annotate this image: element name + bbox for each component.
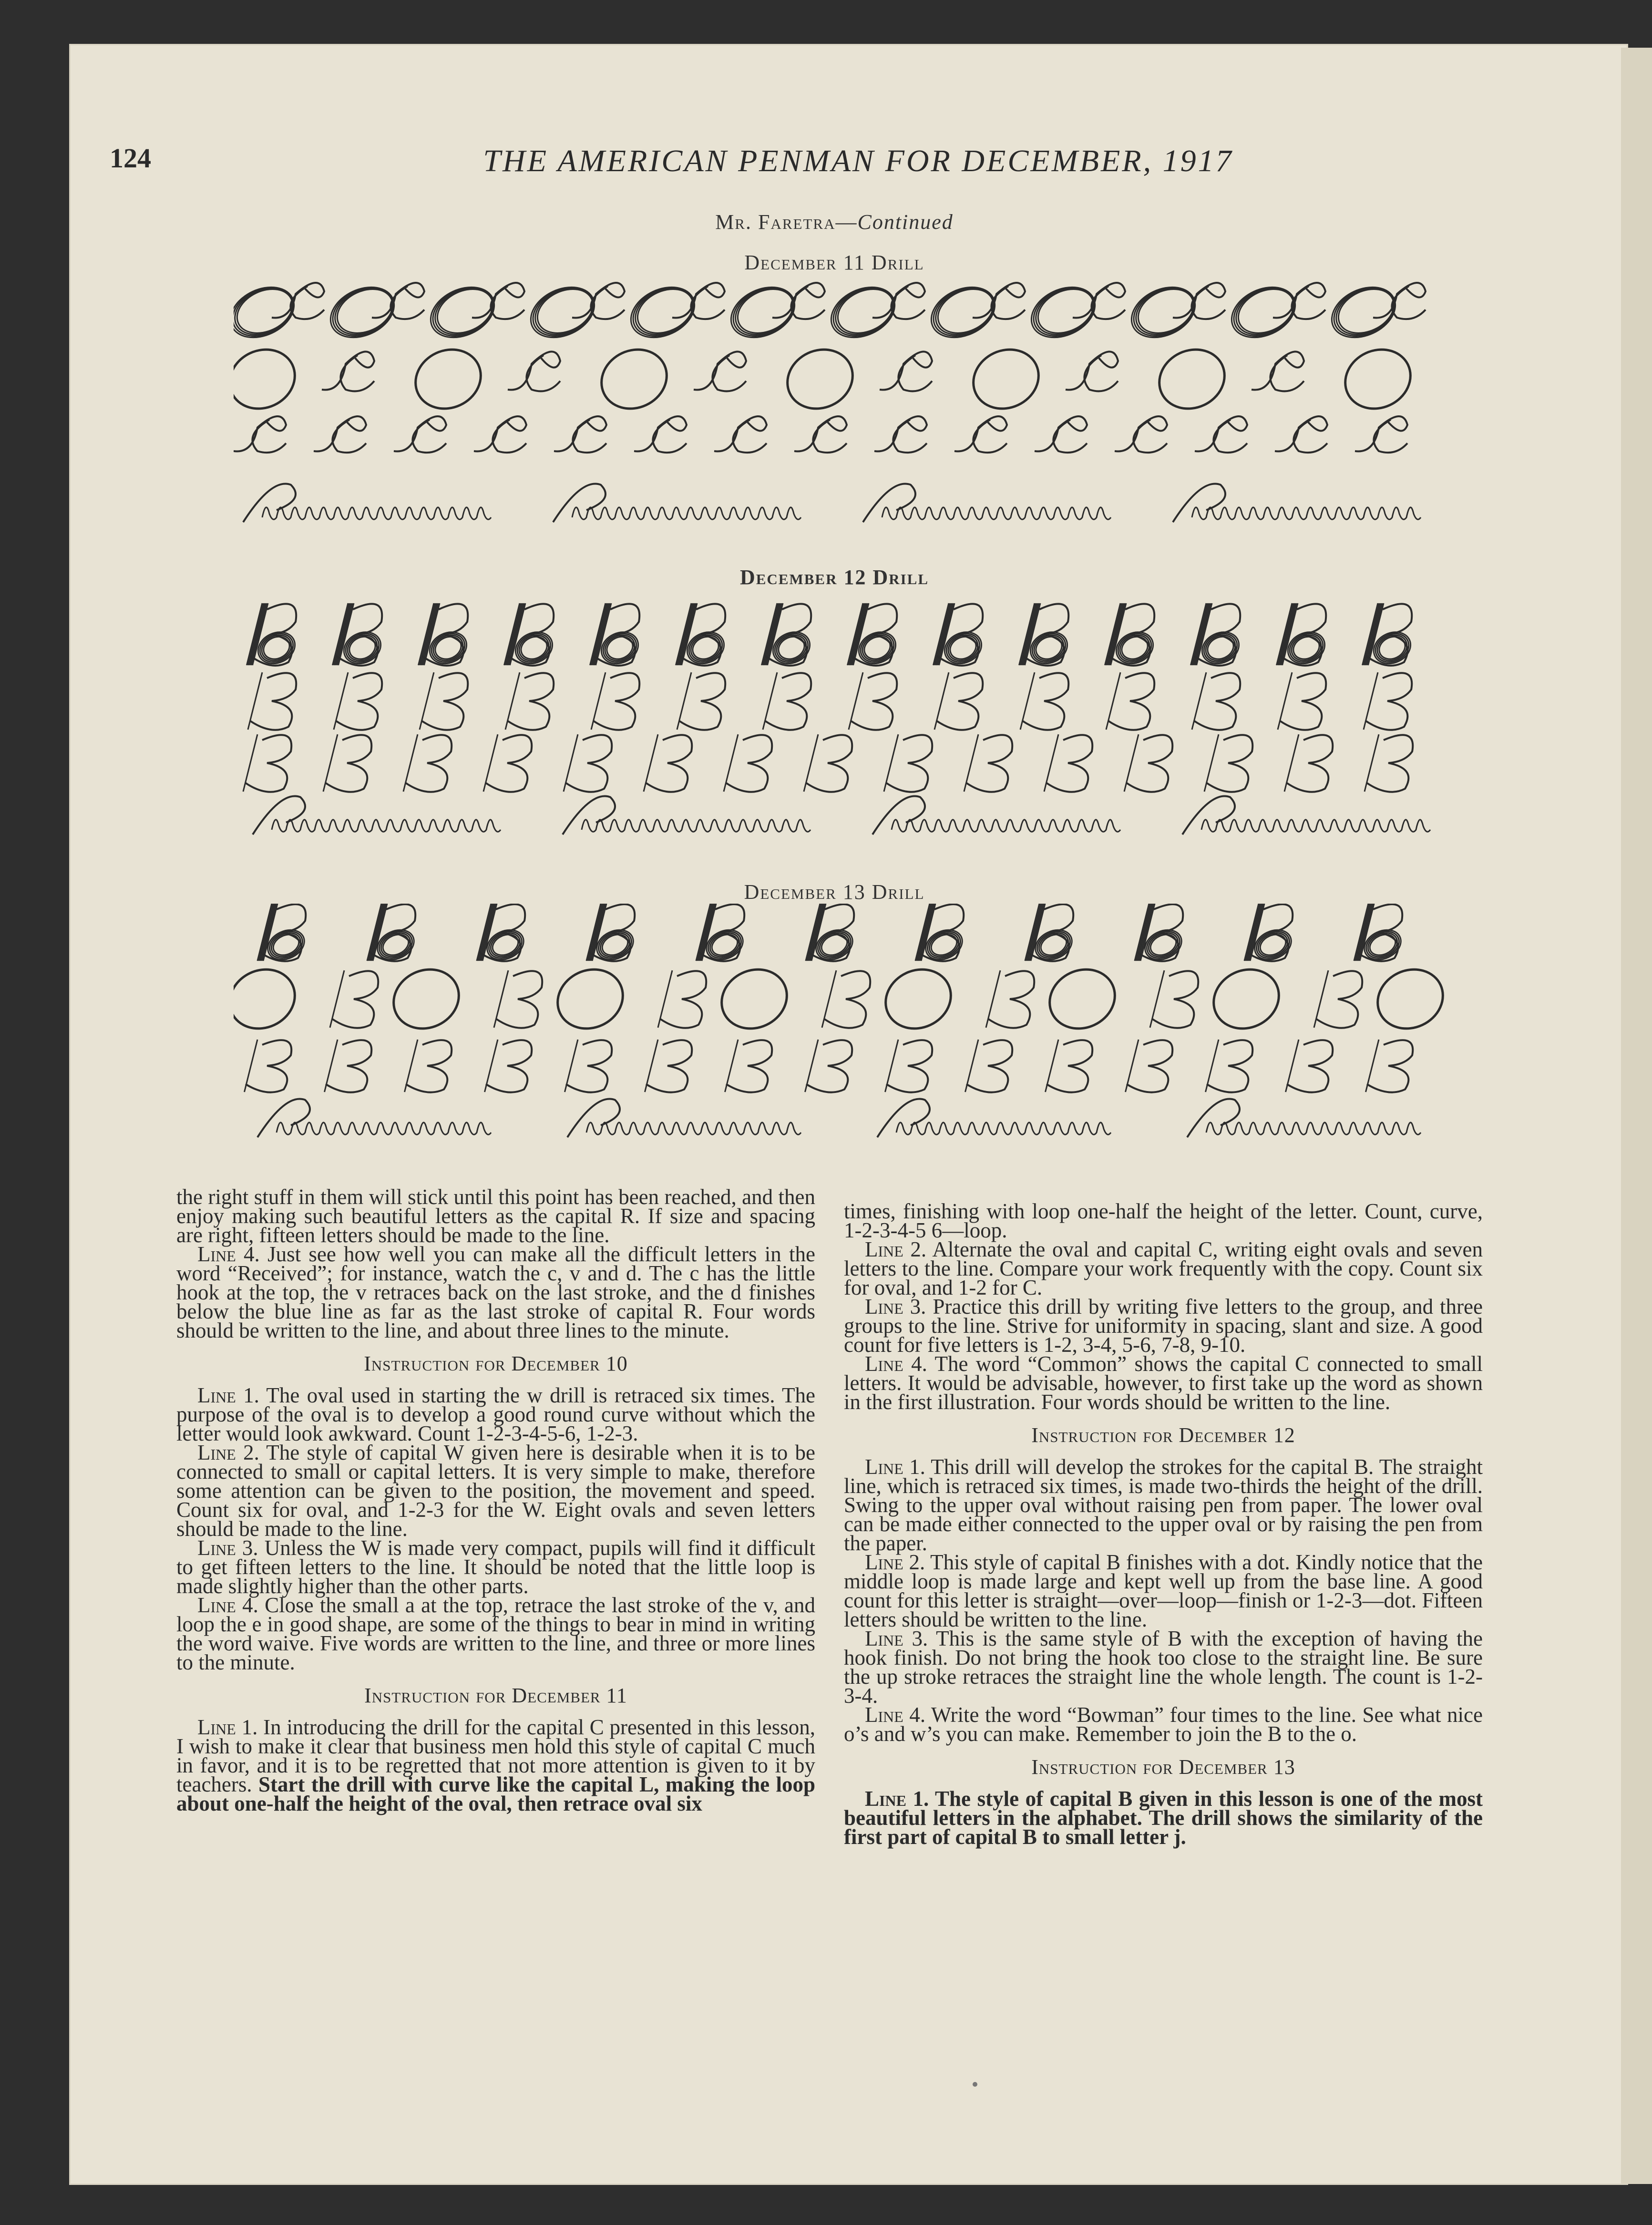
drill-line-capital-c — [234, 416, 1407, 453]
text-column-right — [844, 1199, 1483, 1849]
instruction-heading-dec12: Instruction for December 12 — [1031, 1423, 1295, 1447]
paragraph: Line 3. This is the same style of B with the exception of having the hook finish. Do not bring the hook too close to the straight line. Be sure the up stroke retraces the straight line the whole length. The count is 1-2-3-4. — [844, 1627, 1483, 1708]
drill-line-capital-b-13 — [245, 1040, 1413, 1092]
drill-dec13-image — [234, 904, 1468, 1171]
paragraph: Line 4. Close the small a at the top, retrace the last stroke of the v, and loop the e in good shape, are some of the things to bear in mind in writing the word waive. Five words are written to the line, and three or more lines to the minute. — [176, 1593, 815, 1674]
page-number: 124 — [110, 143, 151, 174]
paragraph: Line 4. The word “Common” shows the capital C connected to small letters. It would be advisable, however, to first take up the word as shown in the first illustration. Four words should be written to the line. — [844, 1352, 1483, 1414]
print-speck — [973, 2082, 977, 2087]
paragraph: Line 4. Just see how well you can make all the difficult letters in the word “Received”; for instance, watch the c, v and d. The c has the little hook at the top, the v retraces back on the last stroke, and the d finishes below the blue line as far as the last stroke of capital R. Four words should be written to the line, and about three lines to the minute. — [176, 1242, 815, 1342]
paragraph: Line 1. This drill will develop the strokes for the capital B. The straight line, which is retraced six times, is made two-thirds the height of the drill. Swing to the upper oval without raising pen from paper. The lower oval can be made either connected to the upper oval or by raising the pen from the paper. — [844, 1455, 1483, 1555]
instruction-heading-dec10: Instruction for December 10 — [364, 1352, 628, 1375]
paragraph: Line 2. Alternate the oval and capital C, writing eight ovals and seven letters to the line. Compare your work frequently with the copy. Count six for oval, and 1-2 for C. — [844, 1237, 1483, 1299]
text-column-left — [176, 1187, 815, 1813]
facing-page-edge — [1621, 48, 1652, 2184]
paragraph: Line 2. This style of capital B finishes with a dot. Kindly notice that the middle loop is made large and kept well up from the base line. A good count for this letter is straight—over—loop—finish or 1-2-3—dot. Fifteen letters should be written to the line. — [844, 1550, 1483, 1631]
drill-caption-dec12: December 12 Drill — [739, 566, 929, 589]
paragraph: Line 3. Practice this drill by writing five letters to the group, and three groups to the line. Strive for uniformity in spacing, slant and size. A good count for five letters is 1-2, 3-4, 5-6, 7-8, 9-10. — [844, 1295, 1483, 1357]
drill-dec13 — [234, 904, 1468, 1171]
drill-line-retraced-b-13 — [257, 904, 1406, 965]
running-title: THE AMERICAN PENMAN FOR DECEMBER, 1917 — [483, 144, 1233, 178]
drill-line-oval-and-c — [234, 339, 1420, 419]
drill-line-retraced-oval-c — [234, 278, 1426, 347]
drill-dec11 — [234, 274, 1468, 551]
section-author: Mr. Faretra— — [715, 210, 858, 234]
drill-line-word-bowman — [253, 796, 1430, 834]
instruction-heading-dec11: Instruction for December 11 — [364, 1684, 627, 1707]
drill-dec12-image — [234, 596, 1468, 863]
paragraph: the right stuff in them will stick until this point has been reached, and then enjoy making such beautiful letters as the capital R. If size and spacing are right, fifteen letters should be made to the line. — [176, 1185, 815, 1247]
drill-line-word-business — [257, 1099, 1421, 1137]
paragraph: Line 1. The oval used in starting the w drill is retraced six times. The purpose of the oval is to develop a good round curve without which the letter would look awkward. Count 1-2-3-4-5-6, 1-2-3. — [176, 1383, 815, 1445]
instruction-heading-dec13: Instruction for December 13 — [1031, 1755, 1295, 1779]
drill-caption-dec11: December 11 Drill — [744, 251, 924, 274]
drill-dec11-image — [234, 274, 1468, 551]
paragraph: times, finishing with loop one-half the height of the letter. Count, curve, 1-2-3-4-5 6—loop. — [844, 1199, 1483, 1242]
drill-line-retraced-b — [247, 603, 1416, 670]
drill-dec12 — [234, 596, 1468, 863]
paragraph: Line 1. In introducing the drill for the capital C presented in this lesson, I wish to make it clear that business men hold this style of capital C much in favor, and it is to be regretted that not more attention is given to it by teachers. Start the drill with curve like the capital L, making the loop about one-half the height of the oval, then retrace oval six — [176, 1715, 815, 1815]
drill-line-capital-b-dot — [248, 672, 1412, 730]
drill-caption-dec13: December 13 Drill — [744, 880, 925, 904]
section-continued: Continued — [857, 210, 954, 234]
drill-line-capital-b-hook — [243, 734, 1413, 792]
drill-line-oval-and-b — [234, 959, 1453, 1039]
section-caption — [119, 210, 1549, 234]
drill-line-word-common — [243, 484, 1421, 522]
paragraph: Line 3. Unless the W is made very compact, pupils will find it difficult to get fifteen letters to the line. It should be noted that the little loop is made slightly higher than the other parts. — [176, 1536, 815, 1598]
paragraph: Line 4. Write the word “Bowman” four times to the line. See what nice o’s and w’s you can make. Remember to join the B to the o. — [844, 1703, 1483, 1746]
paragraph: Line 1. The style of capital B given in this lesson is one of the most beautiful letters in the alphabet. The drill shows the similarity of the first part of capital B to small letter j. — [844, 1787, 1483, 1849]
paragraph: Line 2. The style of capital W given here is desirable when it is to be connected to small or capital letters. It is very simple to make, therefore some attention can be given to the position, the movement and speed. Count six for oval, and 1-2-3 for the W. Eight ovals and seven letters should be made to the line. — [176, 1441, 815, 1541]
